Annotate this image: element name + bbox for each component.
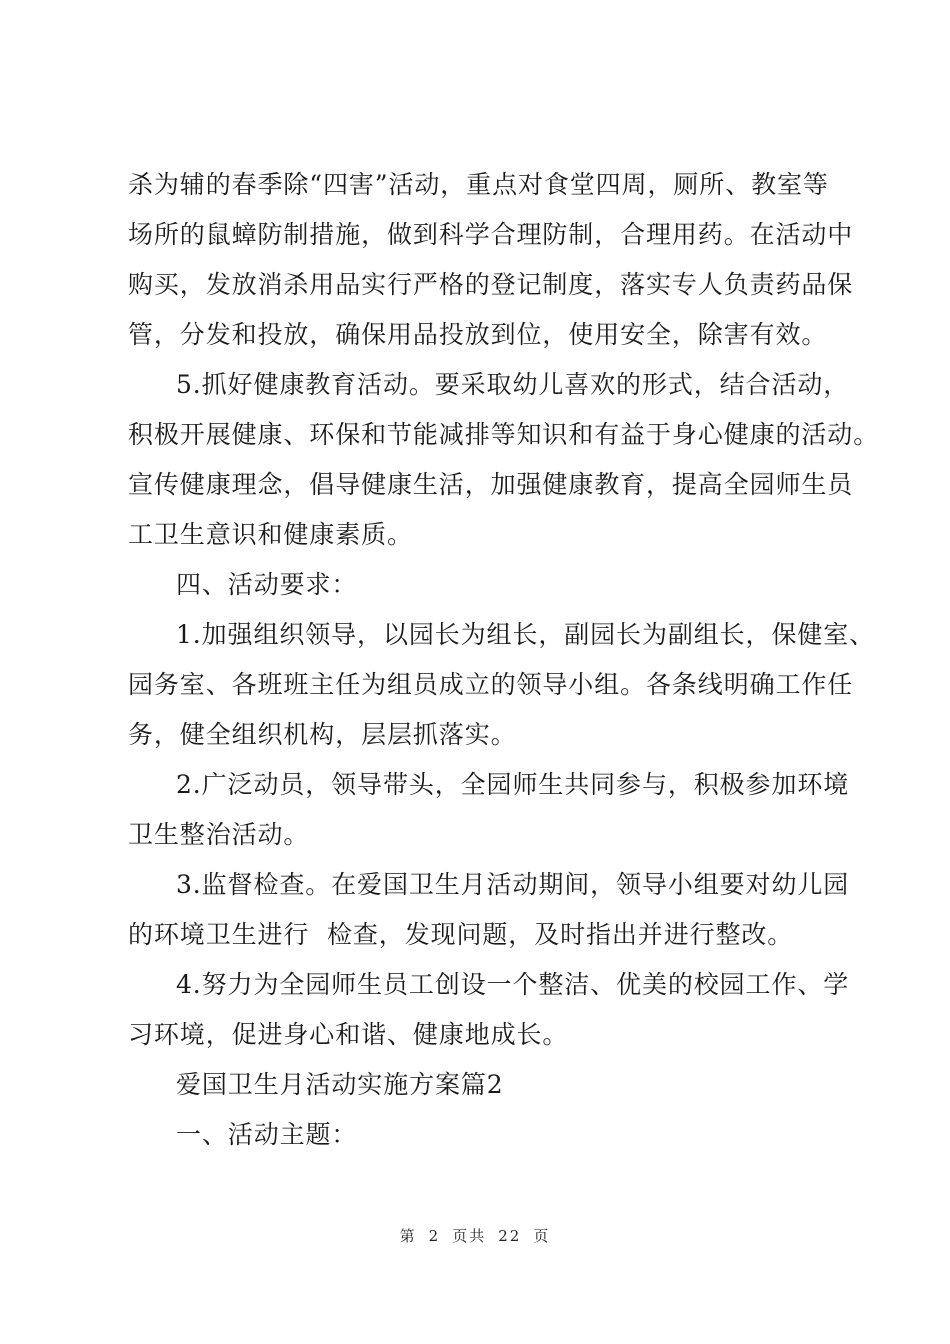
footer-middle: 页共 bbox=[452, 1227, 487, 1245]
text-line-8: 工卫生意识和健康素质。 bbox=[128, 520, 413, 549]
footer-suffix: 页 bbox=[533, 1227, 551, 1245]
article-title-2: 爱国卫生月活动实施方案篇2 bbox=[176, 1070, 504, 1099]
text-line-2: 场所的鼠蟑防制措施，做到科学合理防制，合理用药。在活动中 bbox=[128, 220, 854, 249]
text-line-4: 管，分发和投放，确保用品投放到位，使用安全，除害有效。 bbox=[128, 320, 828, 349]
text-line-11: 园务室、各班班主任为组员成立的领导小组。各条线明确工作任 bbox=[128, 670, 854, 699]
footer-prefix: 第 bbox=[399, 1227, 417, 1245]
text-line-15: 3.监督检查。在爱国卫生月活动期间，领导小组要对幼儿园 bbox=[176, 870, 850, 899]
text-line-16: 的环境卫生进行 检查，发现问题，及时指出并进行整改。 bbox=[128, 920, 794, 949]
text-line-7: 宣传健康理念，倡导健康生活，加强健康教育，提高全园师生员 bbox=[128, 470, 854, 499]
text-line-13: 2.广泛动员，领导带头，全园师生共同参与，积极参加环境 bbox=[176, 770, 850, 799]
text-line-5: 5.抓好健康教育活动。要采取幼儿喜欢的形式，结合活动， bbox=[176, 370, 850, 399]
text-line-18: 习环境，促进身心和谐、健康地成长。 bbox=[128, 1020, 569, 1049]
text-line-12: 务，健全组织机构，层层抓落实。 bbox=[128, 720, 517, 749]
text-line-10: 1.加强组织领导，以园长为组长，副园长为副组长，保健室、 bbox=[176, 620, 876, 649]
text-line-17: 4.努力为全园师生员工创设一个整洁、优美的校园工作、学 bbox=[176, 970, 850, 999]
page-footer bbox=[0, 1225, 950, 1246]
text-line-3: 购买，发放消杀用品实行严格的登记制度，落实专人负责药品保 bbox=[128, 270, 854, 299]
footer-current-page: 2 bbox=[428, 1227, 441, 1245]
section-heading-requirements: 四、活动要求： bbox=[176, 570, 358, 599]
footer-total-pages: 22 bbox=[498, 1227, 522, 1245]
document-body bbox=[128, 160, 880, 1160]
text-line-14: 卫生整治活动。 bbox=[128, 820, 310, 849]
text-line-6: 积极开展健康、环保和节能减排等知识和有益于身心健康的活动。 bbox=[128, 420, 880, 449]
text-line-1: 杀为辅的春季除“四害”活动，重点对食堂四周，厕所、教室等 bbox=[128, 170, 829, 199]
section-heading-theme: 一、活动主题： bbox=[176, 1120, 358, 1149]
